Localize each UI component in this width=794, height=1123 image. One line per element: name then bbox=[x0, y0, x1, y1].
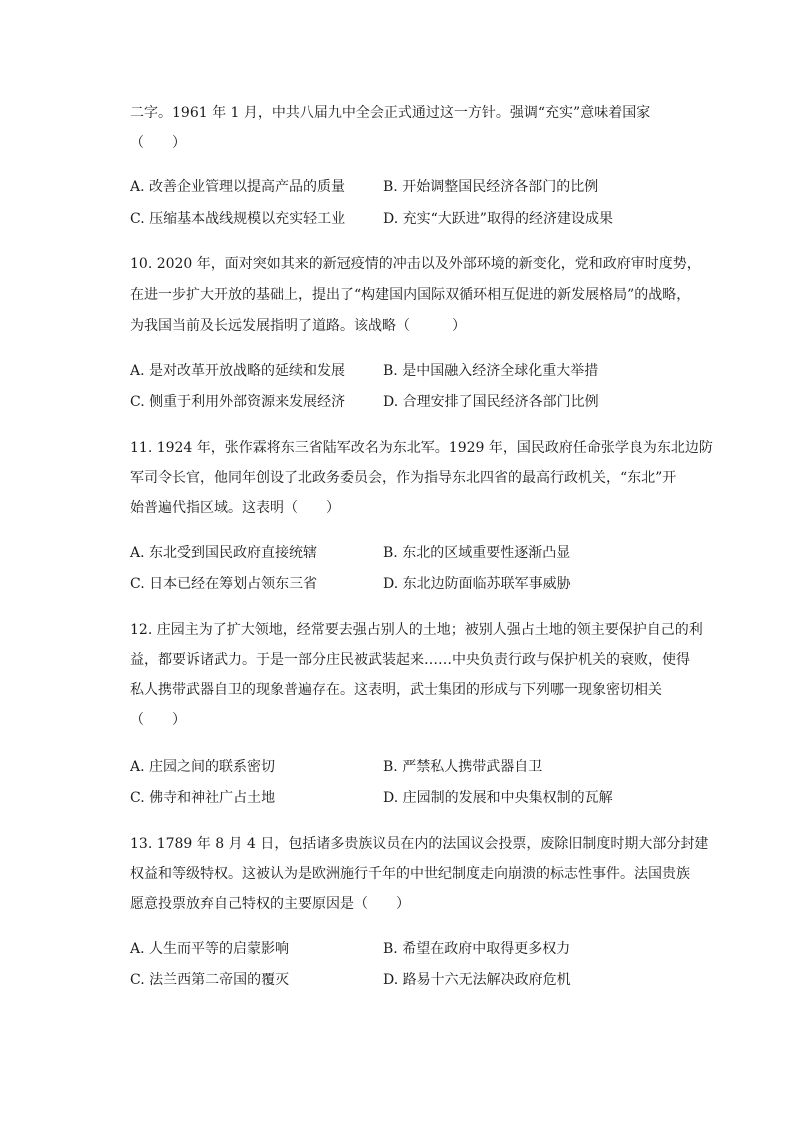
q10-stem-line-3: 为我国当前及长远发展指明了道路。该战略（ ） bbox=[130, 318, 466, 334]
q11-stem-line-3: 始普遍代指区域。这表明（ ） bbox=[130, 500, 340, 516]
q12-option-b: B. 严禁私人携带武器自卫 bbox=[383, 759, 543, 775]
q13-option-d: D. 路易十六无法解决政府危机 bbox=[383, 972, 571, 988]
q12-stem-line-4: （ ） bbox=[130, 712, 186, 728]
q13-option-b: B. 希望在政府中取得更多权力 bbox=[383, 941, 571, 957]
q10-stem-line-2: 在进一步扩大开放的基础上，提出了“构建国内国际双循环相互促进的新发展格局”的战略， bbox=[130, 287, 691, 303]
q10-option-b: B. 是中国融入经济全球化重大举措 bbox=[383, 363, 599, 379]
q10-stem-line-1: 10. 2020 年，面对突如其来的新冠疫情的冲击以及外部环境的新变化，党和政府审时度势， bbox=[130, 256, 701, 272]
q9-option-a: A. 改善企业管理以提高产品的质量 bbox=[130, 179, 346, 195]
q12-option-d: D. 庄园制的发展和中央集权制的瓦解 bbox=[383, 790, 613, 806]
q12-option-a: A. 庄园之间的联系密切 bbox=[130, 759, 276, 775]
q11-option-a: A. 东北受到国民政府直接统辖 bbox=[130, 545, 318, 561]
q13-option-c: C. 法兰西第二帝国的覆灭 bbox=[130, 972, 290, 988]
q10-option-c: C. 侧重于利用外部资源来发展经济 bbox=[130, 394, 346, 410]
q11-option-b: B. 东北的区域重要性逐渐凸显 bbox=[383, 545, 571, 561]
q12-stem-line-1: 12. 庄园主为了扩大领地，经常要去强占别人的土地；被别人强占土地的领主要保护自己的利 bbox=[130, 622, 703, 638]
q9-option-c: C. 压缩基本战线规模以充实轻工业 bbox=[130, 211, 346, 227]
q10-option-d: D. 合理安排了国民经济各部门比例 bbox=[383, 394, 599, 410]
q12-stem-line-3: 私人携带武器自卫的现象普遍存在。这表明，武士集团的形成与下列哪一现象密切相关 bbox=[130, 682, 662, 698]
q10-option-a: A. 是对改革开放战略的延续和发展 bbox=[130, 363, 346, 379]
q11-option-d: D. 东北边防面临苏联军事威胁 bbox=[383, 576, 571, 592]
q13-option-a: A. 人生而平等的启蒙影响 bbox=[130, 941, 290, 957]
q9-option-d: D. 充实“大跃进”取得的经济建设成果 bbox=[383, 211, 613, 227]
q12-stem-line-2: 益，都要诉诸武力。于是一部分庄民被武装起来……中央负责行政与保护机关的衰败，使得 bbox=[130, 652, 690, 668]
q13-stem-line-1: 13. 1789 年 8 月 4 日，包括诸多贵族议员在内的法国议会投票，废除旧制度时期大部分封建 bbox=[130, 836, 709, 852]
q11-stem-line-2: 军司令长官，他同年创设了北政务委员会，作为指导东北四省的最高行政机关，“东北”开 bbox=[130, 470, 677, 486]
q12-option-c: C. 佛寺和神社广占土地 bbox=[130, 790, 276, 806]
q13-stem-line-3: 愿意投票放弃自己特权的主要原因是（ ） bbox=[130, 896, 410, 912]
q9-option-b: B. 开始调整国民经济各部门的比例 bbox=[383, 179, 599, 195]
q11-option-c: C. 日本已经在筹划占领东三省 bbox=[130, 576, 318, 592]
q9-stem-line-2: （ ） bbox=[130, 135, 186, 151]
q13-stem-line-2: 权益和等级特权。这被认为是欧洲施行千年的中世纪制度走向崩溃的标志性事件。法国贵族 bbox=[130, 866, 690, 882]
q9-stem-line-1: 二字。1961 年 1 月，中共八届九中全会正式通过这一方针。强调“充实”意味着国家 bbox=[130, 105, 651, 121]
q11-stem-line-1: 11. 1924 年，张作霖将东三省陆军改名为东北军。1929 年，国民政府任命张学良为东北边防 bbox=[130, 440, 713, 456]
